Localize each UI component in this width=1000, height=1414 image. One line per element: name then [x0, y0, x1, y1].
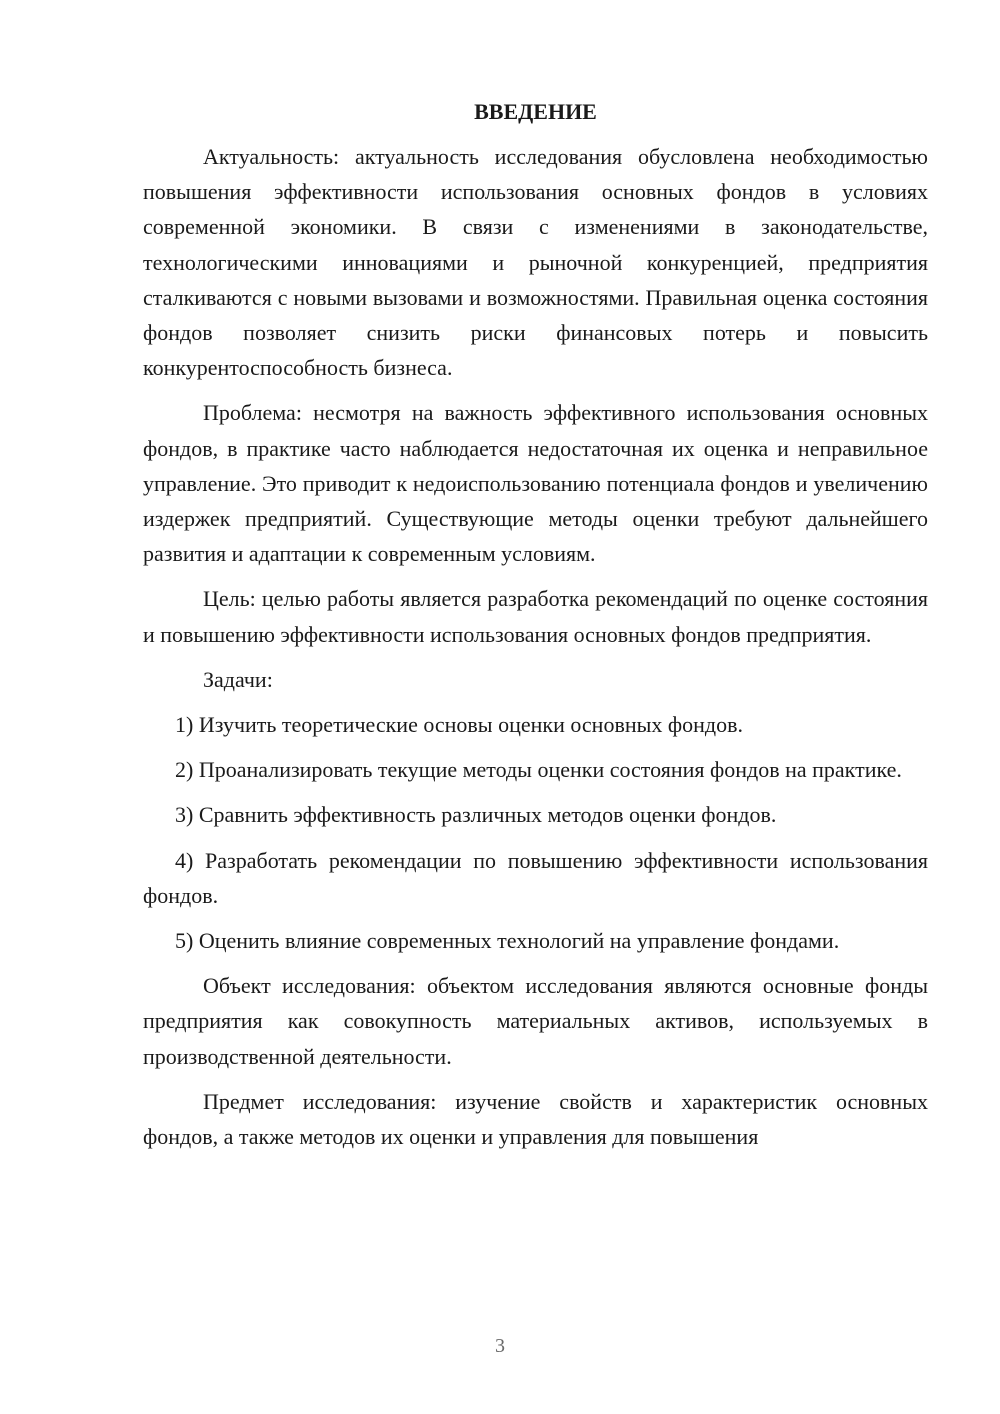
task-item-1: 1) Изучить теоретические основы оценки основных фондов.: [175, 712, 743, 738]
section-title: ВВЕДЕНИЕ: [474, 99, 597, 124]
paragraph-object: Объект исследования: объектом исследования являются основные фонды предприятия как совокупность материальных активов, используемых в производственной деятельности.: [143, 973, 928, 1069]
page-number: 3: [495, 1335, 505, 1357]
paragraph-subject: Предмет исследования: изучение свойств и характеристик основных фондов, а также методов их оценки и управления для повышения: [143, 1088, 928, 1150]
task-item-2: 2) Проанализировать текущие методы оценки состояния фондов на практике.: [175, 757, 902, 783]
paragraph-relevance: Актуальность: актуальность исследования обусловлена необходимостью повышения эффективности использования основных фондов в условиях современной экономики. В связи с изменениями в законодательстве, технологическими инновациями и рыночной конкуренцией, предприятия сталкиваются с новыми вызовами и возможностями. Правильная оценка состояния фондов позволяет снизить риски финансовых потерь и повысить конкурентоспособность бизнеса.: [143, 144, 928, 381]
task-item-4: 4) Разработать рекомендации по повышению эффективности использования фондов.: [143, 847, 928, 908]
paragraph-goal: Цель: целью работы является разработка рекомендаций по оценке состояния и повышению эффективности использования основных фондов предприятия.: [143, 586, 928, 647]
page-body: [143, 94, 928, 1154]
tasks-heading: Задачи:: [203, 666, 273, 692]
task-item-3: 3) Сравнить эффективность различных методов оценки фондов.: [175, 802, 777, 828]
paragraph-problem: Проблема: несмотря на важность эффективного использования основных фондов, в практике часто наблюдается недостаточная их оценка и неправильное управление. Это приводит к недоиспользованию потенциала фондов и увеличению издержек предприятий. Существующие методы оценки требуют дальнейшего развития и адаптации к современным условиям.: [143, 400, 928, 567]
task-item-5: 5) Оценить влияние современных технологий на управление фондами.: [175, 928, 840, 954]
